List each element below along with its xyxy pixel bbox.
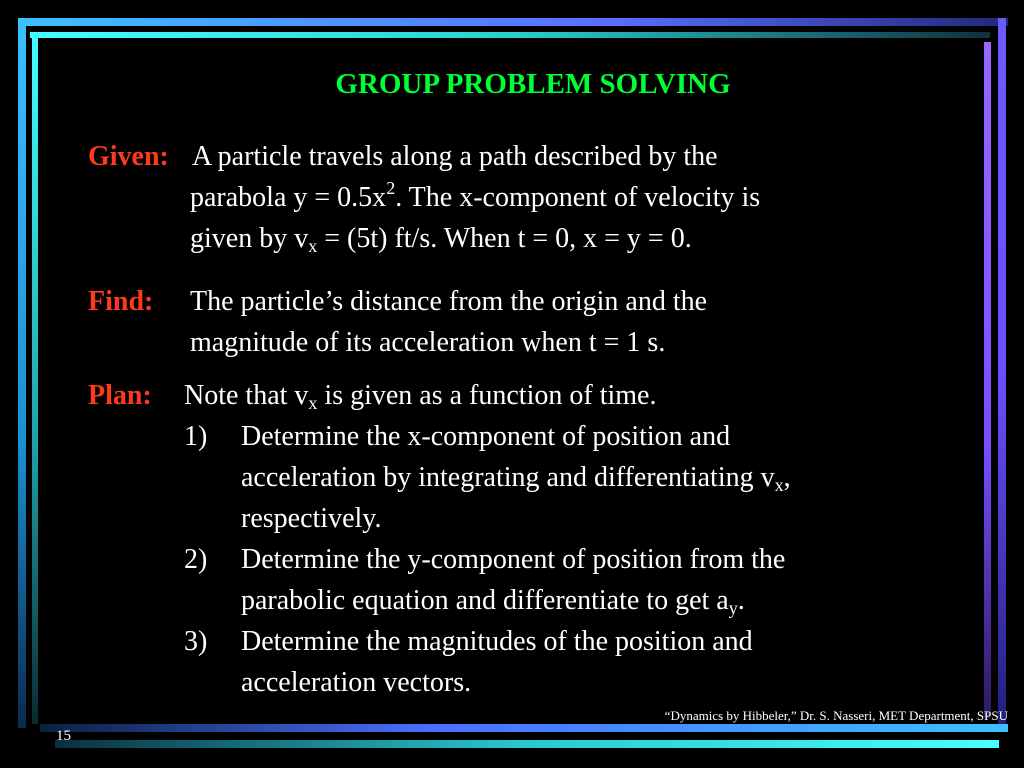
footer-credit: “Dynamics by Hibbeler,” Dr. S. Nasseri, MET Department, SPSU — [664, 708, 1008, 723]
given-line-3: given by $v_x = (5t)$ ft/s. When t = 0, x = y = 0. — [190, 223, 692, 256]
plan-step-2-number: 2) — [184, 544, 208, 575]
frame-left-inner-bar — [32, 32, 38, 724]
frame-left-outer-bar — [18, 18, 26, 728]
plan-label: Plan: — [88, 380, 152, 411]
frame-top-inner-bar — [30, 32, 990, 38]
slide-title: GROUP PROBLEM SOLVING — [335, 68, 731, 100]
frame-bottom-outer-bar — [40, 724, 1008, 732]
page-number: 15 — [56, 728, 71, 744]
plan-step-2-line-2: parabolic equation and differentiate to get $a_y$. — [241, 585, 745, 618]
find-line-1: The particle’s distance from the origin and the — [190, 286, 708, 317]
plan-step-1-line-3: respectively. — [241, 503, 382, 534]
plan-step-2-line-1: Determine the y-component of position from the — [241, 544, 786, 575]
frame-bottom-inner-bar — [55, 740, 999, 748]
given-label: Given: — [88, 141, 169, 172]
given-line-1: A particle travels along a path described by the — [192, 141, 718, 172]
find-label: Find: — [88, 286, 154, 317]
plan-step-1-line-2: acceleration by integrating and differentiating $v_x$, — [241, 462, 791, 495]
frame-top-outer-bar — [18, 18, 1008, 26]
frame-right-inner-bar — [984, 42, 991, 718]
plan-step-3-number: 3) — [184, 626, 208, 657]
plan-step-1-line-1: Determine the x-component of position and — [241, 421, 731, 452]
find-line-2: magnitude of its acceleration when t = 1 s. — [190, 327, 666, 358]
plan-step-1-number: 1) — [184, 421, 208, 452]
given-line-2: parabola $y = 0.5x^2$. The x-component of velocity is — [190, 178, 761, 213]
frame-right-outer-bar — [998, 18, 1006, 728]
plan-step-3-line-2: acceleration vectors. — [241, 667, 472, 698]
plan-intro: Note that $v_x$ is given as a function of time. — [184, 380, 657, 413]
plan-step-3-line-1: Determine the magnitudes of the position and — [241, 626, 753, 657]
